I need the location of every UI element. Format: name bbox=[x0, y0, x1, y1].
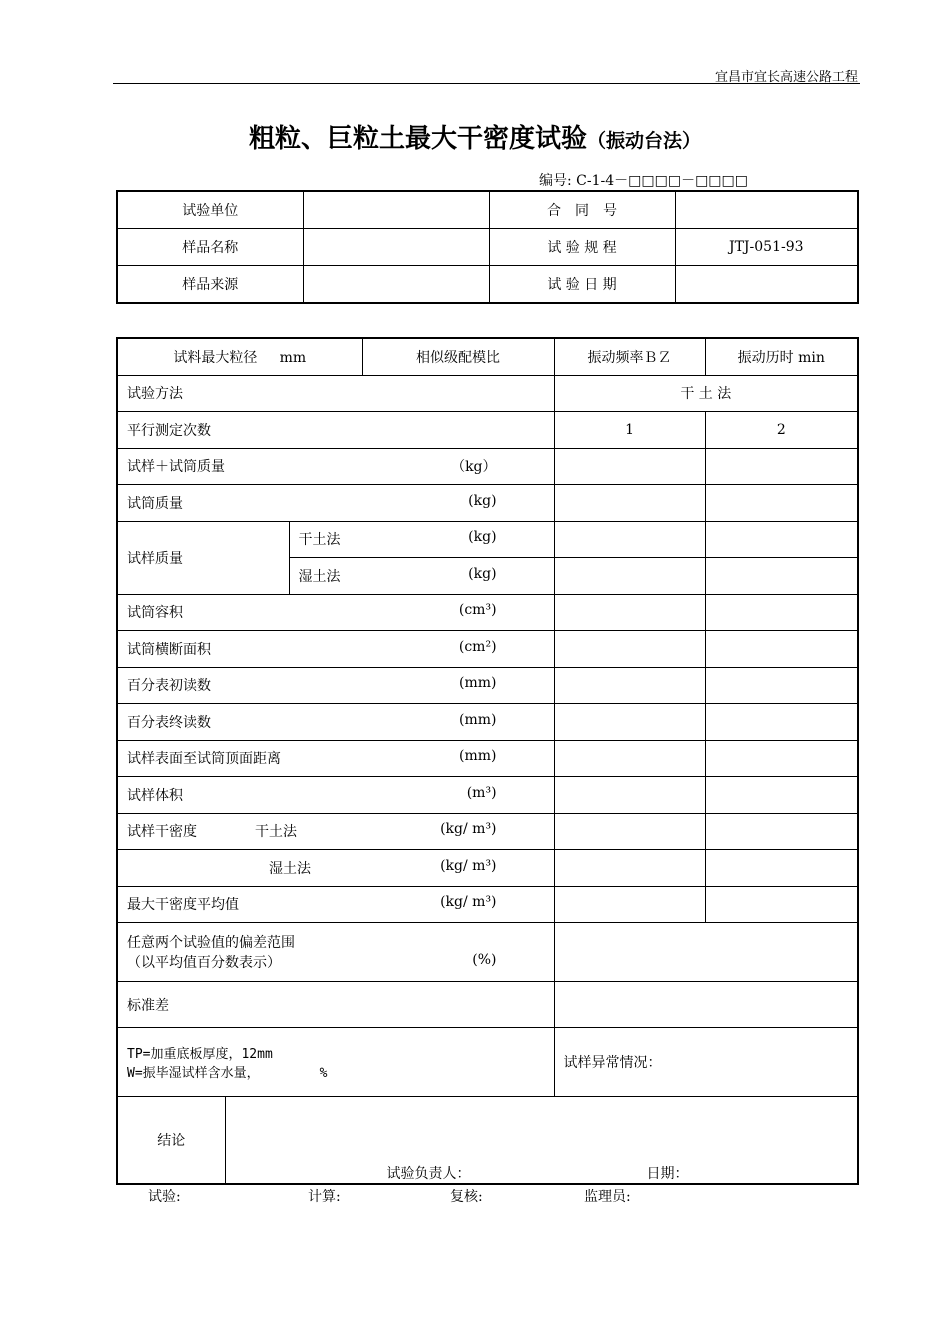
table-row bbox=[117, 850, 858, 887]
row-label: 百分表初读数 (mm) bbox=[117, 667, 554, 704]
parallel-2: 2 bbox=[705, 412, 858, 449]
main-table bbox=[116, 337, 859, 1185]
value-cell-2[interactable] bbox=[705, 850, 858, 887]
table-row bbox=[117, 923, 858, 982]
row-label: 试样＋试筒质量 （kg） bbox=[117, 448, 554, 485]
table-row bbox=[117, 813, 858, 850]
value-cell-1[interactable] bbox=[554, 594, 705, 631]
deviation-value[interactable] bbox=[554, 923, 858, 982]
value-cell-2[interactable] bbox=[705, 813, 858, 850]
table-row bbox=[117, 1028, 858, 1097]
value-cell-2[interactable] bbox=[705, 740, 858, 777]
conclusion-value[interactable] bbox=[225, 1097, 858, 1185]
spec-value[interactable]: JTJ-051-93 bbox=[675, 229, 858, 266]
contract-value[interactable] bbox=[675, 191, 858, 229]
header-org: 宜昌市宜长高速公路工程 bbox=[714, 70, 858, 85]
spec-label: 试 验 规 程 bbox=[489, 229, 675, 266]
row-label: 湿土法 (kg/ m³) bbox=[117, 850, 554, 887]
table-row bbox=[117, 631, 858, 668]
std-label: 标准差 bbox=[117, 982, 554, 1028]
title-sub: （振动台法） bbox=[587, 130, 702, 152]
table-row bbox=[117, 982, 858, 1028]
value-cell-1[interactable] bbox=[554, 485, 705, 522]
row-label: 试样体积 (m³) bbox=[117, 777, 554, 814]
unit-label: 试验单位 bbox=[117, 191, 303, 229]
value-cell-2[interactable] bbox=[705, 521, 858, 558]
std-value[interactable] bbox=[554, 982, 858, 1028]
row-label: 试筒横断面积 (cm²) bbox=[117, 631, 554, 668]
value-cell-1[interactable] bbox=[554, 448, 705, 485]
table-row bbox=[117, 740, 858, 777]
table-row bbox=[117, 886, 858, 923]
source-value[interactable] bbox=[303, 266, 489, 304]
max-size-header: 试料最大粒径 mm bbox=[117, 338, 362, 375]
row-label: 试筒质量 (kg) bbox=[117, 485, 554, 522]
value-cell-1[interactable] bbox=[554, 740, 705, 777]
value-cell-2[interactable] bbox=[705, 667, 858, 704]
table-row bbox=[117, 704, 858, 741]
method-value: 干 土 法 bbox=[554, 375, 858, 412]
parallel-label: 平行测定次数 bbox=[117, 412, 554, 449]
grading-header: 相似级配模比 bbox=[362, 338, 554, 375]
value-cell-1[interactable] bbox=[554, 850, 705, 887]
footer-supervisor: 监理员: bbox=[584, 1189, 631, 1205]
value-cell-1[interactable] bbox=[554, 704, 705, 741]
value-cell-2[interactable] bbox=[705, 704, 858, 741]
table-row bbox=[117, 448, 858, 485]
contract-label: 合 同 号 bbox=[489, 191, 675, 229]
tp-note: TP=加重底板厚度，12mm W=振毕湿试样含水量， % bbox=[117, 1028, 554, 1097]
value-cell-2[interactable] bbox=[705, 558, 858, 595]
parallel-1: 1 bbox=[554, 412, 705, 449]
header-divider bbox=[113, 83, 860, 84]
value-cell-2[interactable] bbox=[705, 448, 858, 485]
sample-name-label: 样品名称 bbox=[117, 229, 303, 266]
method-label: 试验方法 bbox=[117, 375, 554, 412]
value-cell-1[interactable] bbox=[554, 777, 705, 814]
sample-mass-label: 试样质量 bbox=[117, 521, 289, 594]
deviation-label: 任意两个试验值的偏差范围 （以平均值百分数表示） (%) bbox=[117, 923, 554, 982]
value-cell-1[interactable] bbox=[554, 813, 705, 850]
freq-header: 振动频率ＢＺ bbox=[554, 338, 705, 375]
table-row bbox=[117, 485, 858, 522]
table-row bbox=[117, 521, 858, 558]
conclusion-date-label: 日期： bbox=[646, 1166, 689, 1182]
footer-review: 复核: bbox=[450, 1189, 483, 1205]
table-row bbox=[117, 1097, 858, 1185]
row-label: 试筒容积 (cm³) bbox=[117, 594, 554, 631]
abnormal-label: 试样异常情况： bbox=[554, 1028, 858, 1097]
page-title bbox=[0, 118, 950, 155]
table-row bbox=[117, 667, 858, 704]
table-row bbox=[117, 777, 858, 814]
date-label: 试 验 日 期 bbox=[489, 266, 675, 304]
value-cell-2[interactable] bbox=[705, 594, 858, 631]
sample-name-value[interactable] bbox=[303, 229, 489, 266]
source-label: 样品来源 bbox=[117, 266, 303, 304]
responsible-label: 试验负责人： bbox=[386, 1166, 471, 1182]
footer-test: 试验: bbox=[148, 1189, 181, 1205]
conclusion-label: 结论 bbox=[117, 1097, 225, 1185]
duration-header: 振动历时 min bbox=[705, 338, 858, 375]
unit-value[interactable] bbox=[303, 191, 489, 229]
value-cell-2[interactable] bbox=[705, 485, 858, 522]
value-cell-1[interactable] bbox=[554, 558, 705, 595]
footer-calc: 计算: bbox=[308, 1189, 341, 1205]
info-table bbox=[116, 190, 859, 304]
row-label: 干土法 (kg) bbox=[289, 521, 554, 558]
value-cell-1[interactable] bbox=[554, 667, 705, 704]
value-cell-1[interactable] bbox=[554, 886, 705, 923]
row-label: 最大干密度平均值 (kg/ m³) bbox=[117, 886, 554, 923]
value-cell-1[interactable] bbox=[554, 631, 705, 668]
table-row bbox=[117, 594, 858, 631]
value-cell-1[interactable] bbox=[554, 521, 705, 558]
row-label: 湿土法 (kg) bbox=[289, 558, 554, 595]
value-cell-2[interactable] bbox=[705, 631, 858, 668]
row-label: 试样表面至试筒顶面距离 (mm) bbox=[117, 740, 554, 777]
date-value[interactable] bbox=[675, 266, 858, 304]
value-cell-2[interactable] bbox=[705, 886, 858, 923]
document-code: 编号: C-1-4－□□□□－□□□□ bbox=[539, 173, 748, 189]
row-label: 百分表终读数 (mm) bbox=[117, 704, 554, 741]
title-main: 粗粒、巨粒土最大干密度试验 bbox=[248, 124, 587, 154]
row-label: 试样干密度 干土法 (kg/ m³) bbox=[117, 813, 554, 850]
value-cell-2[interactable] bbox=[705, 777, 858, 814]
